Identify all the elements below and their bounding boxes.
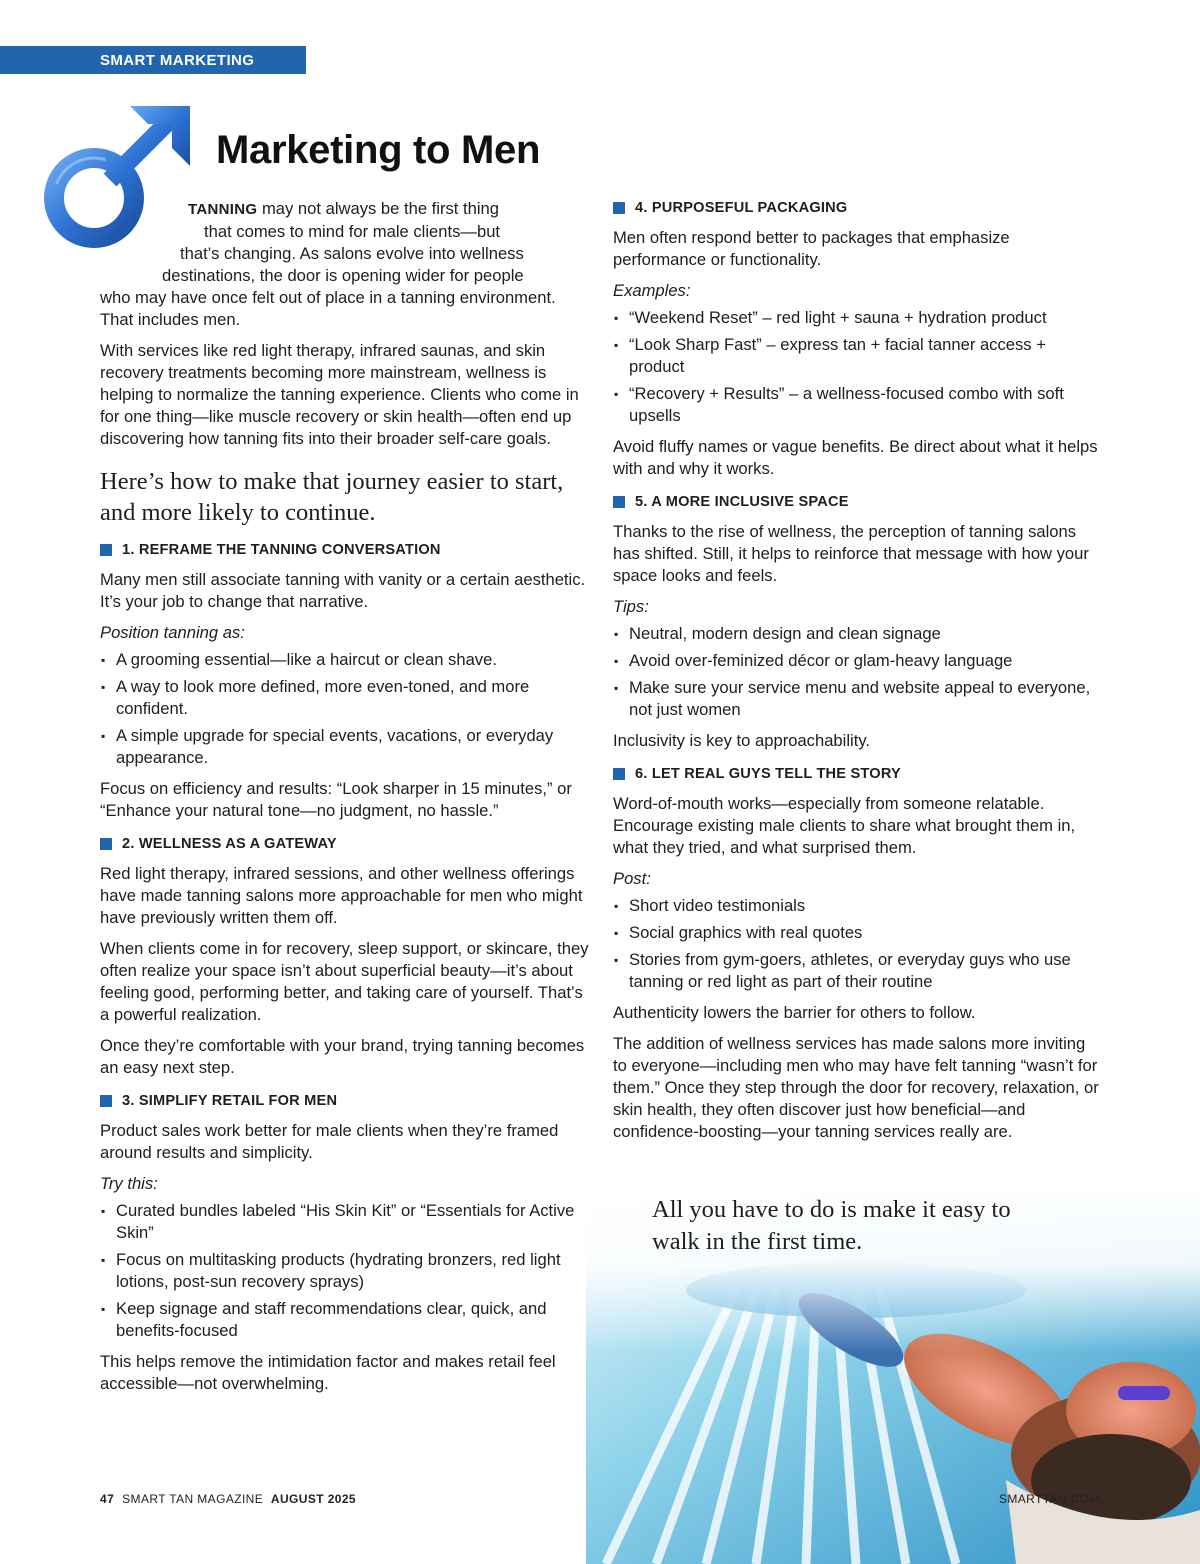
list-item: ▪ A grooming essential—like a haircut or clean shave.: [100, 649, 590, 671]
section-subhead: Try this:: [100, 1174, 158, 1193]
list-item: ▪ Stories from gym-goers, athletes, or everyday guys who use tanning or red light as part of their routine: [613, 949, 1103, 993]
list-item: ▪ Curated bundles labeled “His Skin Kit” or “Essentials for Active Skin”: [100, 1200, 590, 1244]
section-heading: 5. A MORE INCLUSIVE SPACE: [613, 492, 1103, 512]
list-item: ▪ A simple upgrade for special events, vacations, or everyday appearance.: [100, 725, 590, 769]
square-bullet-icon: [613, 202, 625, 214]
page-footer: [100, 1492, 356, 1506]
lede-word: TANNING: [188, 201, 258, 218]
section-outro: Focus on efficiency and results: “Look sharper in 15 minutes,” or “Enhance your natural tone—no judgment, no hassle.”: [100, 779, 572, 820]
section-subhead: Post:: [613, 869, 651, 888]
list-item: ▪ Make sure your service menu and website appeal to everyone, not just women: [613, 677, 1103, 721]
section-heading: 4. PURPOSEFUL PACKAGING: [613, 198, 1103, 218]
intro-line: that comes to mind for male clients—but: [204, 222, 501, 241]
list-item: ▪ Avoid over-feminized décor or glam-heavy language: [613, 650, 1103, 672]
list-item: ▪ A way to look more defined, more even-toned, and more confident.: [100, 676, 590, 720]
section-intro: Many men still associate tanning with vanity or a certain aesthetic. It’s your job to change that narrative.: [100, 570, 586, 611]
left-column: [100, 198, 590, 1404]
conclusion-paragraph: The addition of wellness services has made salons more inviting to everyone—including men who may have felt tanning “wasn’t for them.” Once they step through the door for recovery, relaxation, or skin health, they often discover just how beneficial—and confidence-boosting—your tanning services really are.: [613, 1034, 1099, 1141]
list-item: ▪ Neutral, modern design and clean signage: [613, 623, 1103, 645]
bullet-list: [613, 895, 1103, 993]
square-bullet-icon: [613, 768, 625, 780]
intro-line: who may have once felt out of place in a tanning environment.: [100, 288, 556, 307]
intro-line: destinations, the door is opening wider for people: [162, 266, 524, 285]
section-paragraph: Once they’re comfortable with your brand, trying tanning becomes an easy next step.: [100, 1036, 585, 1077]
intro-line: that’s changing. As salons evolve into wellness: [180, 244, 524, 263]
section-outro: This helps remove the intimidation factor and makes retail feel accessible—not overwhelming.: [100, 1352, 556, 1393]
bullet-list: [100, 649, 590, 769]
section-paragraph: When clients come in for recovery, sleep support, or skincare, they often realize your space isn’t about superficial beauty—it’s about feeling good, performing better, and taking care of yourself. That’s a powerful realization.: [100, 939, 589, 1024]
website-link[interactable]: SMARTTAN.COM: [998, 1492, 1100, 1506]
section-intro: Word-of-mouth works—especially from someone relatable. Encourage existing male clients to share what brought them in, what they tried, and what surprised them.: [613, 794, 1076, 857]
list-item: ▪ Short video testimonials: [613, 895, 1103, 917]
section-intro: Thanks to the rise of wellness, the perception of tanning salons has shifted. Still, it helps to reinforce that message with how your space looks and feels.: [613, 522, 1089, 585]
list-item: ▪ “Weekend Reset” – red light + sauna + hydration product: [613, 307, 1103, 329]
intro-paragraph: [100, 198, 590, 331]
list-item: ▪ “Look Sharp Fast” – express tan + facial tanner access + product: [613, 334, 1103, 378]
issue-date: AUGUST 2025: [270, 1492, 356, 1506]
bullet-list: [100, 1200, 590, 1342]
section-outro: Avoid fluffy names or vague benefits. Be direct about what it helps with and why it works.: [613, 437, 1098, 478]
closing-quote: All you have to do is make it easy to walk in the first time.: [652, 1196, 1011, 1255]
section-subhead: Tips:: [613, 597, 649, 616]
page-number: 47: [100, 1492, 115, 1506]
section-outro: Inclusivity is key to approachability.: [613, 731, 871, 750]
bullet-list: [613, 307, 1103, 427]
section-heading: 3. SIMPLIFY RETAIL FOR MEN: [100, 1091, 590, 1111]
section-intro: Men often respond better to packages that emphasize performance or functionality.: [613, 228, 1010, 269]
intro-line: [100, 198, 590, 221]
pull-quote: Here’s how to make that journey easier to start, and more likely to continue.: [100, 468, 564, 526]
right-column: [613, 198, 1103, 1152]
intro-paragraph-2: With services like red light therapy, infrared saunas, and skin recovery treatments becoming more mainstream, wellness is helping to normalize the tanning experience. Clients who come in for one thing—like muscle recovery or skin health—often end up discovering how tanning fits into their broader self-care goals.: [100, 341, 579, 448]
section-heading: 2. WELLNESS AS A GATEWAY: [100, 834, 590, 854]
intro-line-text: may not always be the first thing: [261, 199, 499, 218]
intro-line: That includes men.: [100, 310, 241, 329]
section-heading: 6. LET REAL GUYS TELL THE STORY: [613, 764, 1103, 784]
list-item: ▪ Focus on multitasking products (hydrating bronzers, red light lotions, post-sun recovery sprays): [100, 1249, 590, 1293]
section-subhead: Examples:: [613, 281, 691, 300]
list-item: ▪ Social graphics with real quotes: [613, 922, 1103, 944]
section-subhead: Position tanning as:: [100, 623, 245, 642]
publication-name: SMART TAN MAGAZINE: [122, 1492, 264, 1506]
square-bullet-icon: [100, 544, 112, 556]
article-title: Marketing to Men: [216, 128, 541, 172]
square-bullet-icon: [613, 496, 625, 508]
square-bullet-icon: [100, 838, 112, 850]
square-bullet-icon: [100, 1095, 112, 1107]
bullet-list: [613, 623, 1103, 721]
list-item: ▪ Keep signage and staff recommendations clear, quick, and benefits-focused: [100, 1298, 590, 1342]
section-intro: Product sales work better for male clients when they’re framed around results and simplicity.: [100, 1121, 559, 1162]
section-paragraph: Red light therapy, infrared sessions, and other wellness offerings have made tanning salons more approachable for men who might have previously written them off.: [100, 864, 583, 927]
section-outro: Authenticity lowers the barrier for others to follow.: [613, 1003, 976, 1022]
section-heading: 1. REFRAME THE TANNING CONVERSATION: [100, 540, 590, 560]
section-banner: SMART MARKETING: [0, 46, 306, 74]
list-item: ▪ “Recovery + Results” – a wellness-focused combo with soft upsells: [613, 383, 1103, 427]
